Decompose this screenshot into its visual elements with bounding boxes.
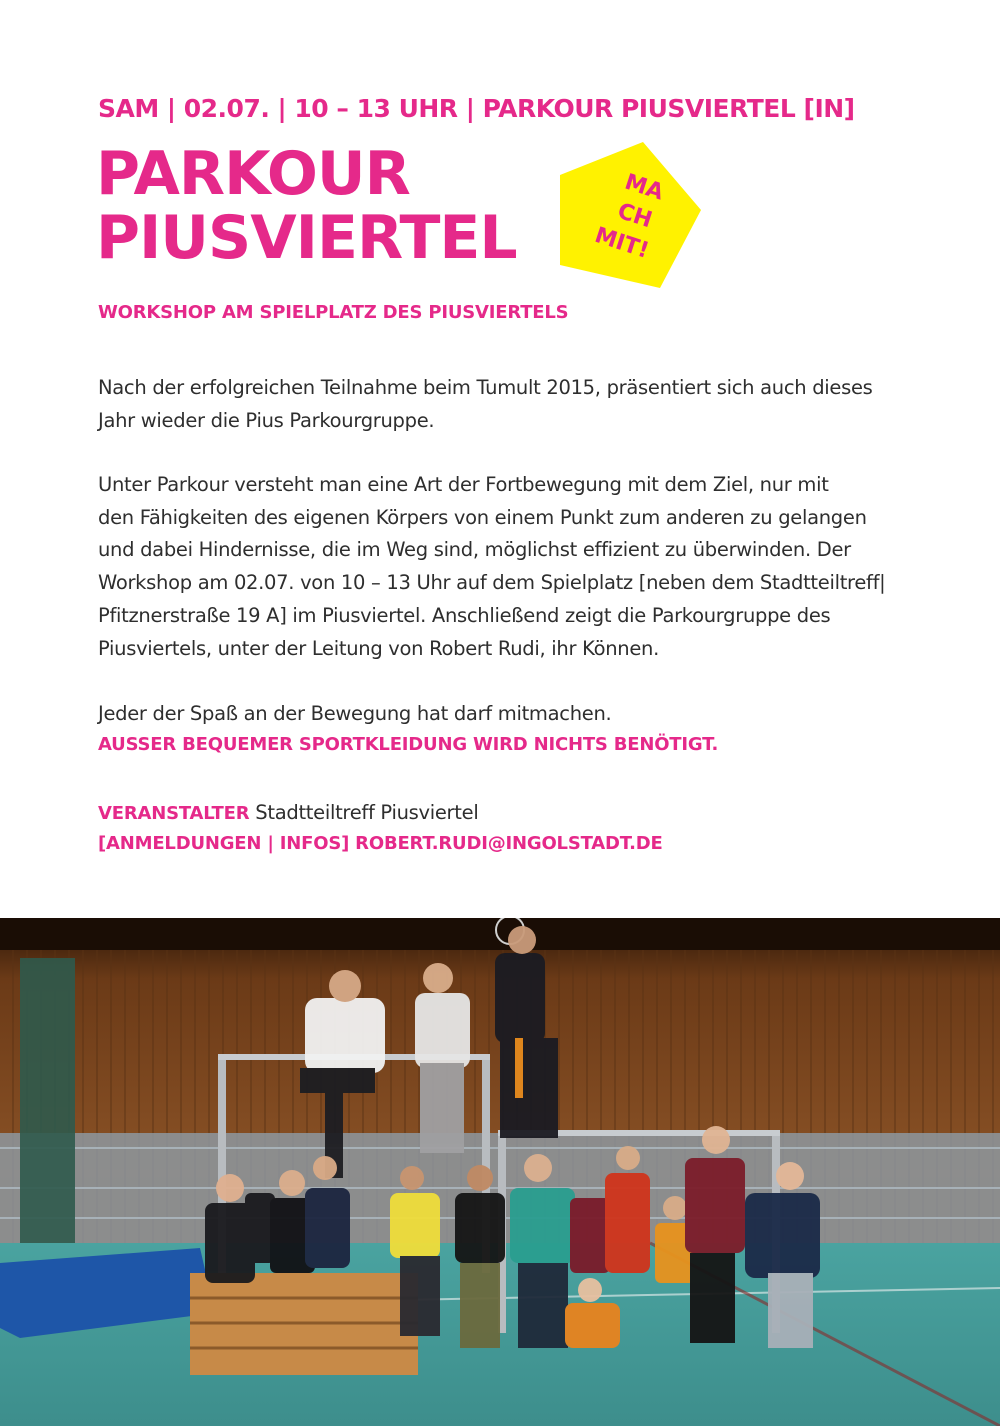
invitation-text: Jeder der Spaß an der Bewegung hat darf mitmachen.: [98, 702, 612, 725]
organizer-name: Stadtteiltreff Piusviertel: [255, 801, 479, 824]
description-line: Workshop am 02.07. von 10 – 13 Uhr auf dem Spielplatz [neben dem Stadtteiltreff|: [98, 571, 886, 595]
intro-line-1: Nach der erfolgreichen Teilnahme beim Tumult 2015, präsentiert sich auch dieses: [98, 376, 873, 399]
description-paragraph: [98, 469, 908, 665]
page-title: [96, 139, 517, 273]
description-line: und dabei Hindernisse, die im Weg sind, möglichst effizient zu überwinden. Der: [98, 538, 851, 562]
description-line: Piusviertels, unter der Leitung von Robert Rudi, ihr Können.: [98, 636, 660, 660]
description-line: Pfitznerstraße 19 A] im Piusviertel. Anschließend zeigt die Parkourgruppe des: [98, 603, 831, 627]
organizer-line: [98, 797, 478, 830]
description-line: den Fähigkeiten des eigenen Körpers von einem Punkt zum anderen zu gelangen: [98, 505, 867, 529]
group-photo: [0, 918, 1000, 1426]
badge-text-line-3: MIT!: [591, 222, 652, 264]
organizer-label: VERANSTALTER: [98, 803, 250, 824]
event-info-line: SAM | 02.07. | 10 – 13 UHR | PARKOUR PIUSVIERTEL [IN]: [98, 94, 855, 123]
badge-text-line-2: CH: [614, 198, 656, 234]
requirements-highlight: AUSSER BEQUEMER SPORTKLEIDUNG WIRD NICHTS BENÖTIGT.: [98, 734, 719, 755]
intro-line-2: Jahr wieder die Pius Parkourgruppe.: [98, 408, 435, 432]
description-line: Unter Parkour versteht man eine Art der Fortbewegung mit dem Ziel, nur mit: [98, 473, 829, 496]
subtitle: WORKSHOP AM SPIELPLATZ DES PIUSVIERTELS: [98, 302, 569, 323]
badge-text-line-1: MA: [621, 169, 667, 206]
intro-paragraph: [98, 372, 908, 437]
title-line-1: PARKOUR: [96, 139, 410, 209]
contact-line: [ANMELDUNGEN | INFOS] ROBERT.RUDI@INGOLSTADT.DE: [98, 833, 663, 854]
title-line-2: PIUSVIERTEL: [96, 203, 517, 273]
mach-mit-badge: [555, 140, 705, 290]
